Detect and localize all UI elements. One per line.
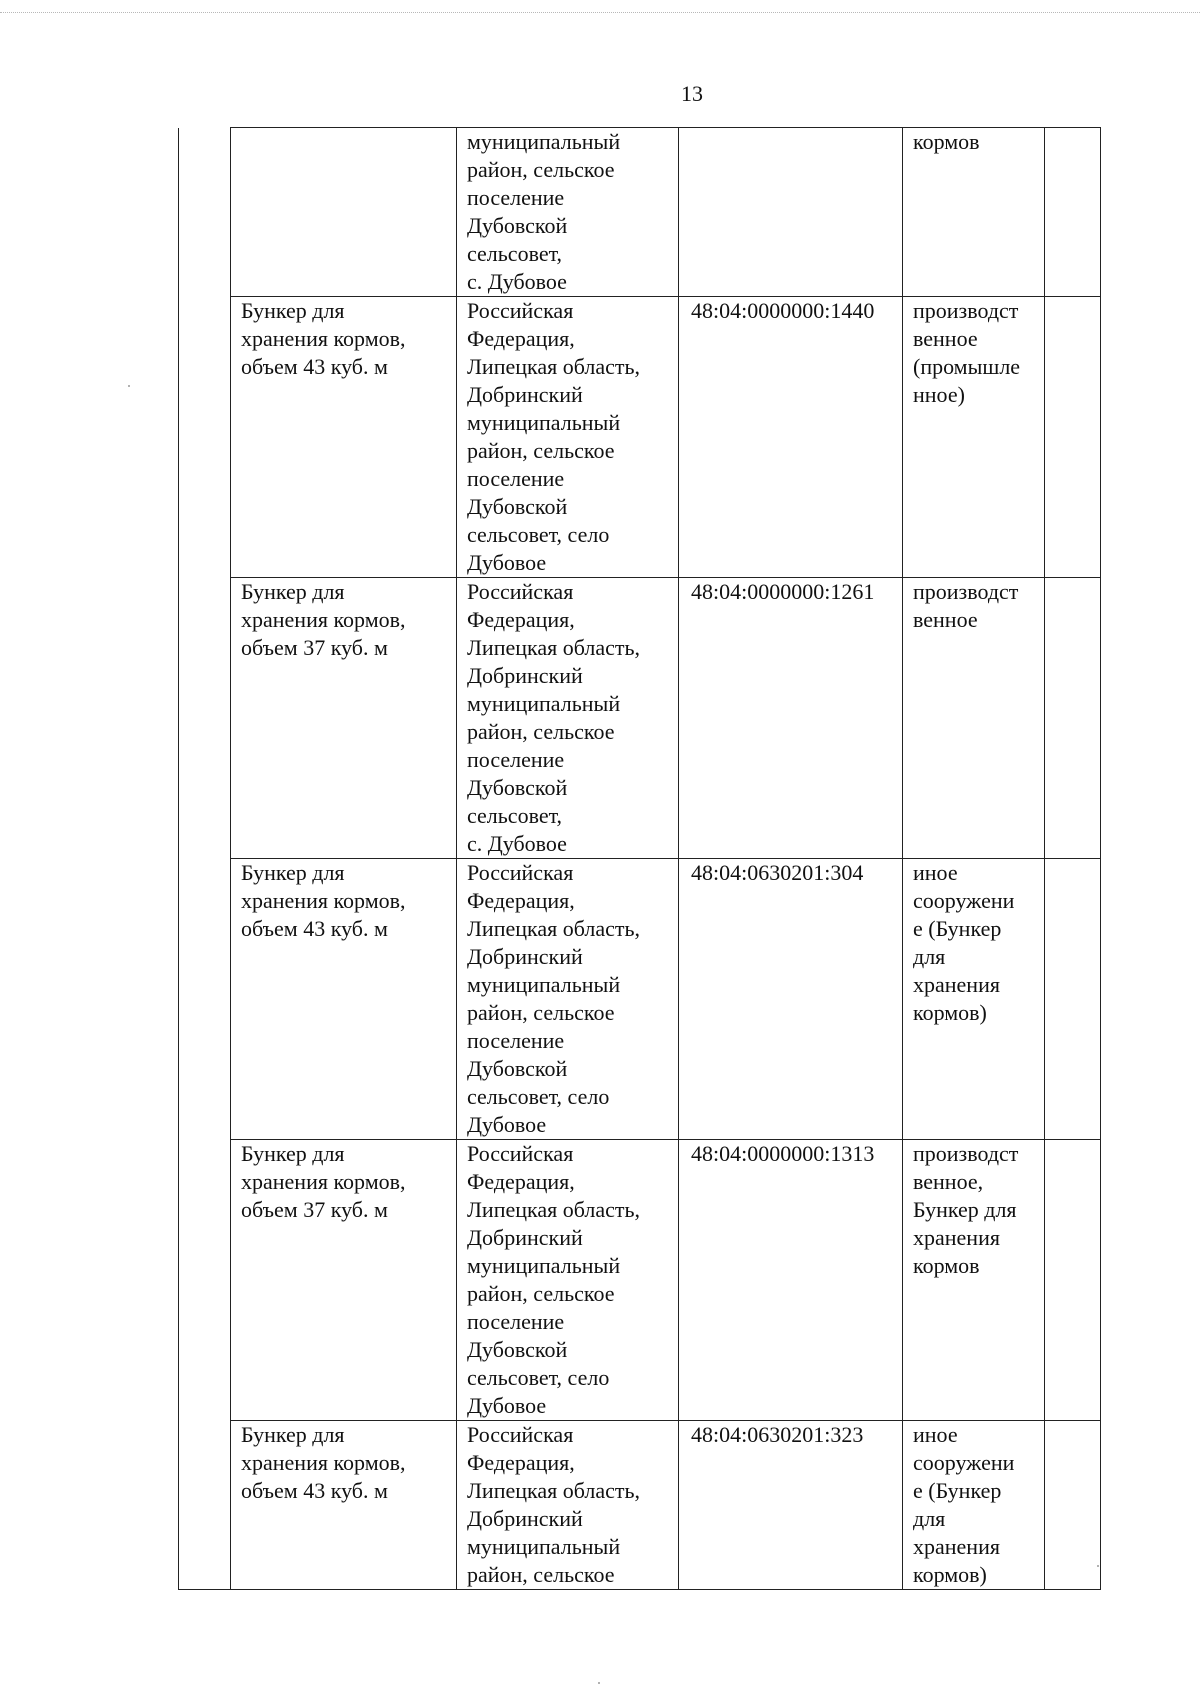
address-cell: Российская Федерация, Липецкая область, Добринский муниципальный район, сельское поселение Дубовской сельсовет, село Дубовое — [457, 859, 679, 1140]
table-row — [179, 1421, 1101, 1590]
purpose-cell: кормов — [903, 128, 1045, 297]
object-name-cell: Бункер для хранения кормов, объем 43 куб. м — [231, 297, 457, 578]
empty-cell — [1045, 1140, 1101, 1421]
table-row — [179, 578, 1101, 859]
scan-speck — [128, 385, 130, 387]
table-row — [179, 128, 1101, 297]
purpose-cell: производст венное — [903, 578, 1045, 859]
empty-cell — [1045, 297, 1101, 578]
address-cell: Российская Федерация, Липецкая область, Добринский муниципальный район, сельское — [457, 1421, 679, 1590]
row-number-cell — [179, 128, 231, 297]
row-number-cell — [179, 1140, 231, 1421]
address-cell: Российская Федерация, Липецкая область, Добринский муниципальный район, сельское поселение Дубовской сельсовет, село Дубовое — [457, 297, 679, 578]
cadastral-number-cell: 48:04:0000000:1261 — [679, 578, 903, 859]
row-number-cell — [179, 297, 231, 578]
table-row — [179, 859, 1101, 1140]
row-number-cell — [179, 1421, 231, 1590]
object-name-cell: Бункер для хранения кормов, объем 37 куб. м — [231, 578, 457, 859]
table-row — [179, 1140, 1101, 1421]
scan-top-edge — [0, 12, 1200, 13]
address-cell: Российская Федерация, Липецкая область, Добринский муниципальный район, сельское поселение Дубовской сельсовет, с. Дубовое — [457, 578, 679, 859]
cadastral-number-cell: 48:04:0630201:304 — [679, 859, 903, 1140]
row-number-cell — [179, 859, 231, 1140]
property-table — [178, 127, 1101, 1590]
cadastral-number-cell: 48:04:0000000:1313 — [679, 1140, 903, 1421]
scan-speck — [1097, 1565, 1099, 1567]
object-name-cell — [231, 128, 457, 297]
scan-speck — [598, 1682, 600, 1684]
empty-cell — [1045, 1421, 1101, 1590]
purpose-cell: производст венное (промышле нное) — [903, 297, 1045, 578]
object-name-cell: Бункер для хранения кормов, объем 37 куб. м — [231, 1140, 457, 1421]
cadastral-number-cell: 48:04:0630201:323 — [679, 1421, 903, 1590]
purpose-cell: производст венное, Бункер для хранения кормов — [903, 1140, 1045, 1421]
empty-cell — [1045, 578, 1101, 859]
object-name-cell: Бункер для хранения кормов, объем 43 куб. м — [231, 1421, 457, 1590]
page-number: 13 — [681, 81, 703, 106]
purpose-cell: иное сооружени е (Бункер для хранения кормов) — [903, 859, 1045, 1140]
address-cell: Российская Федерация, Липецкая область, Добринский муниципальный район, сельское поселение Дубовской сельсовет, село Дубовое — [457, 1140, 679, 1421]
purpose-cell: иное сооружени е (Бункер для хранения кормов) — [903, 1421, 1045, 1590]
table-row — [179, 297, 1101, 578]
object-name-cell: Бункер для хранения кормов, объем 43 куб. м — [231, 859, 457, 1140]
empty-cell — [1045, 128, 1101, 297]
row-number-cell — [179, 578, 231, 859]
empty-cell — [1045, 859, 1101, 1140]
cadastral-number-cell — [679, 128, 903, 297]
address-cell: муниципальный район, сельское поселение Дубовской сельсовет, с. Дубовое — [457, 128, 679, 297]
cadastral-number-cell: 48:04:0000000:1440 — [679, 297, 903, 578]
